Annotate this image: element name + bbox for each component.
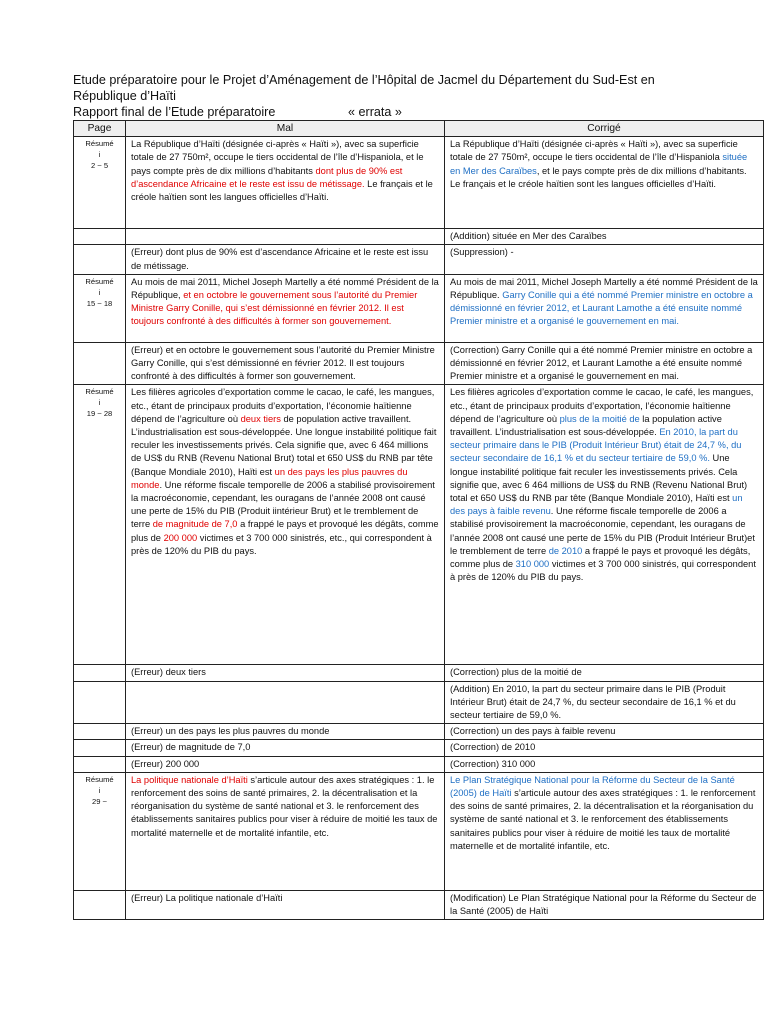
page-reference — [74, 772, 126, 890]
table-row — [74, 342, 764, 385]
corrige-cell — [445, 772, 764, 890]
mal-cell — [126, 229, 445, 245]
table-row — [74, 890, 764, 919]
corrige-cell: (Modification) Le Plan Stratégique National pour la Réforme du Secteur de la Santé (2005) de Haïti — [445, 890, 764, 919]
errata-label: « errata » — [348, 105, 402, 119]
mal-cell: (Erreur) et en octobre le gouvernement sous l’autorité du Premier Ministre Garry Conille, qui s’est démissionné en février 2012. Il est toujours confronté à des difficultés à former son gouvernement. — [126, 342, 445, 385]
corrige-cell: (Correction) 310 000 — [445, 756, 764, 772]
text-fragment: la population active travaillent. L’industrialisation est sous-développée. — [450, 413, 722, 438]
mal-cell: (Erreur) un des pays les plus pauvres du monde — [126, 724, 445, 740]
correction-highlight: 310 000 — [515, 559, 550, 570]
text-fragment: La République d’Haïti (désignée ci-après « Haïti »), avec sa superficie totale de 27 750m², occupe le tiers occidental de l’île d’Hispaniola, et le pays compte près de dix millions d’habitants — [131, 139, 424, 176]
corrige-cell — [445, 274, 764, 342]
page-ref-text: Résumé i 29 ~ — [85, 774, 114, 806]
column-header-page: Page — [74, 121, 126, 137]
table-row — [74, 245, 764, 274]
mal-cell: (Erreur) La politique nationale d’Haïti — [126, 890, 445, 919]
page-reference — [74, 890, 126, 919]
mal-cell — [126, 772, 445, 890]
document-title-line-2: République d’Haïti — [73, 89, 176, 103]
page-reference — [74, 274, 126, 342]
corrige-cell: (Correction) plus de la moitié de — [445, 665, 764, 681]
text-fragment: s’articule autour des axes stratégiques : 1. le renforcement des soins de santé primaires, 2. la décentralisation et la réorganisation du système de santé national et 3. le renforcement des établissements sanitaires publics pour viser à réduire de moitié les taux de mortalité maternelle et de mortalité infantile, etc. — [131, 774, 438, 838]
mal-cell — [126, 274, 445, 342]
error-highlight: et en octobre le gouvernement sous l’autorité du Premier Ministre Garry Conille, qui s’est démissionné en février 2012. Il est toujours confronté à des difficultés à former son gouvernement. — [131, 290, 418, 327]
text-fragment: a frappé le pays et provoqué les dégâts, comme plus de — [450, 545, 751, 570]
table-row — [74, 137, 764, 229]
table-row — [74, 229, 764, 245]
mal-cell — [126, 681, 445, 724]
error-highlight: un des pays les plus pauvres du monde — [131, 466, 408, 490]
text-fragment: Au mois de mai 2011, Michel Joseph Martelly a été nommé Président de la République. — [450, 276, 758, 301]
report-title: Rapport final de l’Etude préparatoire — [73, 105, 276, 119]
text-fragment: La République d’Haïti (désignée ci-après « Haïti »), avec sa superficie totale de 27 750m², occupe le tiers occidental de l’île d’Hispaniola — [450, 139, 738, 163]
corrige-cell: (Correction) de 2010 — [445, 740, 764, 756]
page-reference — [74, 385, 126, 665]
text-fragment: Le français et le créole haïtien sont les langues officielles d’Haïti. — [131, 178, 433, 203]
page-reference — [74, 137, 126, 229]
correction-highlight: un des pays à faible revenu — [450, 493, 743, 517]
correction-highlight: de 2010 — [548, 545, 583, 556]
text-fragment: Les filières agricoles d’exportation comme le cacao, le café, les mangues, etc., étant de principaux produits d’exportation, l’économie haïtienne dépend de l’agriculture où — [131, 387, 435, 424]
corrige-cell — [445, 385, 764, 665]
text-fragment: , et le pays compte près de dix millions d’habitants. Le français et le créole haïtien sont les langues officielles d’Haïti. — [450, 165, 747, 189]
mal-cell: (Erreur) deux tiers — [126, 665, 445, 681]
errata-table — [73, 120, 764, 920]
text-fragment: victimes et 3 700 000 sinistrés, etc., qui correspondent à près de 120% du PIB du pays. — [131, 532, 432, 556]
table-row — [74, 681, 764, 724]
error-highlight: La politique nationale d’Haïti — [131, 774, 248, 785]
text-fragment: Au mois de mai 2011, Michel Joseph Martelly a été nommé Président de la République, — [131, 276, 439, 301]
error-highlight: de magnitude de 7,0 — [152, 519, 238, 530]
page-reference — [74, 665, 126, 681]
page-ref-text: Résumé i 15 ~ 18 — [85, 276, 114, 308]
correction-highlight: En 2010, la part du secteur primaire dans le PIB (Produit Intérieur Brut) était de 24,7 %, du secteur secondaire de 16,1 % et du secteur tertiaire de 59,0 %. — [450, 427, 742, 464]
error-highlight: dont plus de 90% est d’ascendance Africaine et le reste est issu de métissage. — [131, 165, 403, 189]
corrige-cell: (Addition) située en Mer des Caraïbes — [445, 229, 764, 245]
text-fragment: de population active travaillent. L’industrialisation est sous-développée. Une longue instabilité politique fait reculer les investissements privés. Cela signifie que, avec 6 464 millions de US$ du RNB (Revenu National Brut) total et 650 US$ du RNB par tête (Banque Mondiale 2010), Haïti est — [131, 413, 437, 477]
correction-highlight: plus de la moitié de — [559, 413, 640, 424]
error-highlight: 200 000 — [163, 532, 198, 543]
correction-highlight: Garry Conille qui a été nommé Premier ministre en octobre a démissionné en février 2012, et Laurant Lamothe a été ensuite nommé Premier ministre et a organisé le gouvernement en mai. — [450, 290, 753, 327]
table-row — [74, 740, 764, 756]
corrige-cell: (Addition) En 2010, la part du secteur primaire dans le PIB (Produit Intérieur Brut) était de 24,7 %, du secteur secondaire de 16,1 % et du secteur tertiaire de 59,0 %. — [445, 681, 764, 724]
table-row — [74, 665, 764, 681]
corrige-cell — [445, 137, 764, 229]
corrige-cell: (Correction) un des pays à faible revenu — [445, 724, 764, 740]
text-fragment: . Une réforme fiscale temporelle de 2006 a stabilisé provisoirement la macroéconomie, cependant, les ouragans de l’année 2008 ont causé une perte de 15% du PIB (Produit iintérieur Brut) et le tremblement de terre — [131, 479, 435, 530]
page-reference — [74, 724, 126, 740]
page-reference — [74, 756, 126, 772]
corrige-cell: (Suppression) - — [445, 245, 764, 274]
page-ref-text: Résumé i 19 ~ 28 — [85, 387, 114, 419]
text-fragment: victimes et 3 700 000 sinistrés, qui correspondent à près de 120% du PIB du pays. — [450, 559, 756, 583]
table-header-row — [74, 121, 764, 137]
correction-highlight: située en Mer des Caraïbes — [450, 152, 748, 176]
page-reference — [74, 245, 126, 274]
text-fragment: Les filières agricoles d’exportation comme le cacao, le café, les mangues, etc., étant de principaux produits d’exportation, l’économie haïtienne dépend de l’agriculture où — [450, 387, 754, 424]
document-title-line-1: Etude préparatoire pour le Projet d’Aménagement de l’Hôpital de Jacmel du Département du Sud-Est en — [73, 73, 655, 87]
document-subtitle — [73, 104, 768, 120]
correction-highlight: Le Plan Stratégique National pour la Réforme du Secteur de la Santé (2005) de Haïti — [450, 774, 735, 799]
text-fragment: a frappé le pays et provoqué les dégâts, comme plus de — [131, 519, 439, 543]
text-fragment: Une longue instabilité politique fait reculer les investissements privés. Cela signifie que, avec 6 464 millions de US$ du RNB (Revenu National Brut) total et 650 US$ du RNB par tête (Banque Mondiale 2010), Haïti est — [450, 453, 748, 504]
error-highlight: deux tiers — [240, 413, 281, 424]
mal-cell: (Erreur) dont plus de 90% est d’ascendance Africaine et le reste est issu de métissage. — [126, 245, 445, 274]
text-fragment: s’articule autour des axes stratégiques : 1. le renforcement des soins de santé primaires, 2. la décentralisation et la réorganisation du système de santé national et 3. le renforcement des établissements sanitaires publics pour viser à réduire de moitié les taux de mortalité maternelle et de mortalité infantile, etc. — [450, 788, 756, 851]
mal-cell — [126, 137, 445, 229]
table-row — [74, 756, 764, 772]
column-header-mal: Mal — [126, 121, 445, 137]
page-ref-text: Résumé i 2 ~ 5 — [85, 139, 114, 171]
mal-cell — [126, 385, 445, 665]
mal-cell: (Erreur) de magnitude de 7,0 — [126, 740, 445, 756]
column-header-corrige: Corrigé — [445, 121, 764, 137]
page-reference — [74, 342, 126, 385]
corrige-cell: (Correction) Garry Conille qui a été nommé Premier ministre en octobre a démissionné en février 2012, et Laurant Lamothe a été ensuite nommé Premier ministre et a organisé le gouvernement en mai. — [445, 342, 764, 385]
mal-cell: (Erreur) 200 000 — [126, 756, 445, 772]
table-row — [74, 385, 764, 665]
page-reference — [74, 740, 126, 756]
table-row — [74, 274, 764, 342]
page-reference — [74, 229, 126, 245]
table-row — [74, 772, 764, 890]
page-reference — [74, 681, 126, 724]
table-row — [74, 724, 764, 740]
text-fragment: . Une réforme fiscale temporelle de 2006 a stabilisé provisoirement la macroéconomie, cependant, les ouragans de l’année 2008 ont causé une perte de 15% du PIB (Produit Intérieur Brut)et le tremblement de terre — [450, 506, 755, 556]
